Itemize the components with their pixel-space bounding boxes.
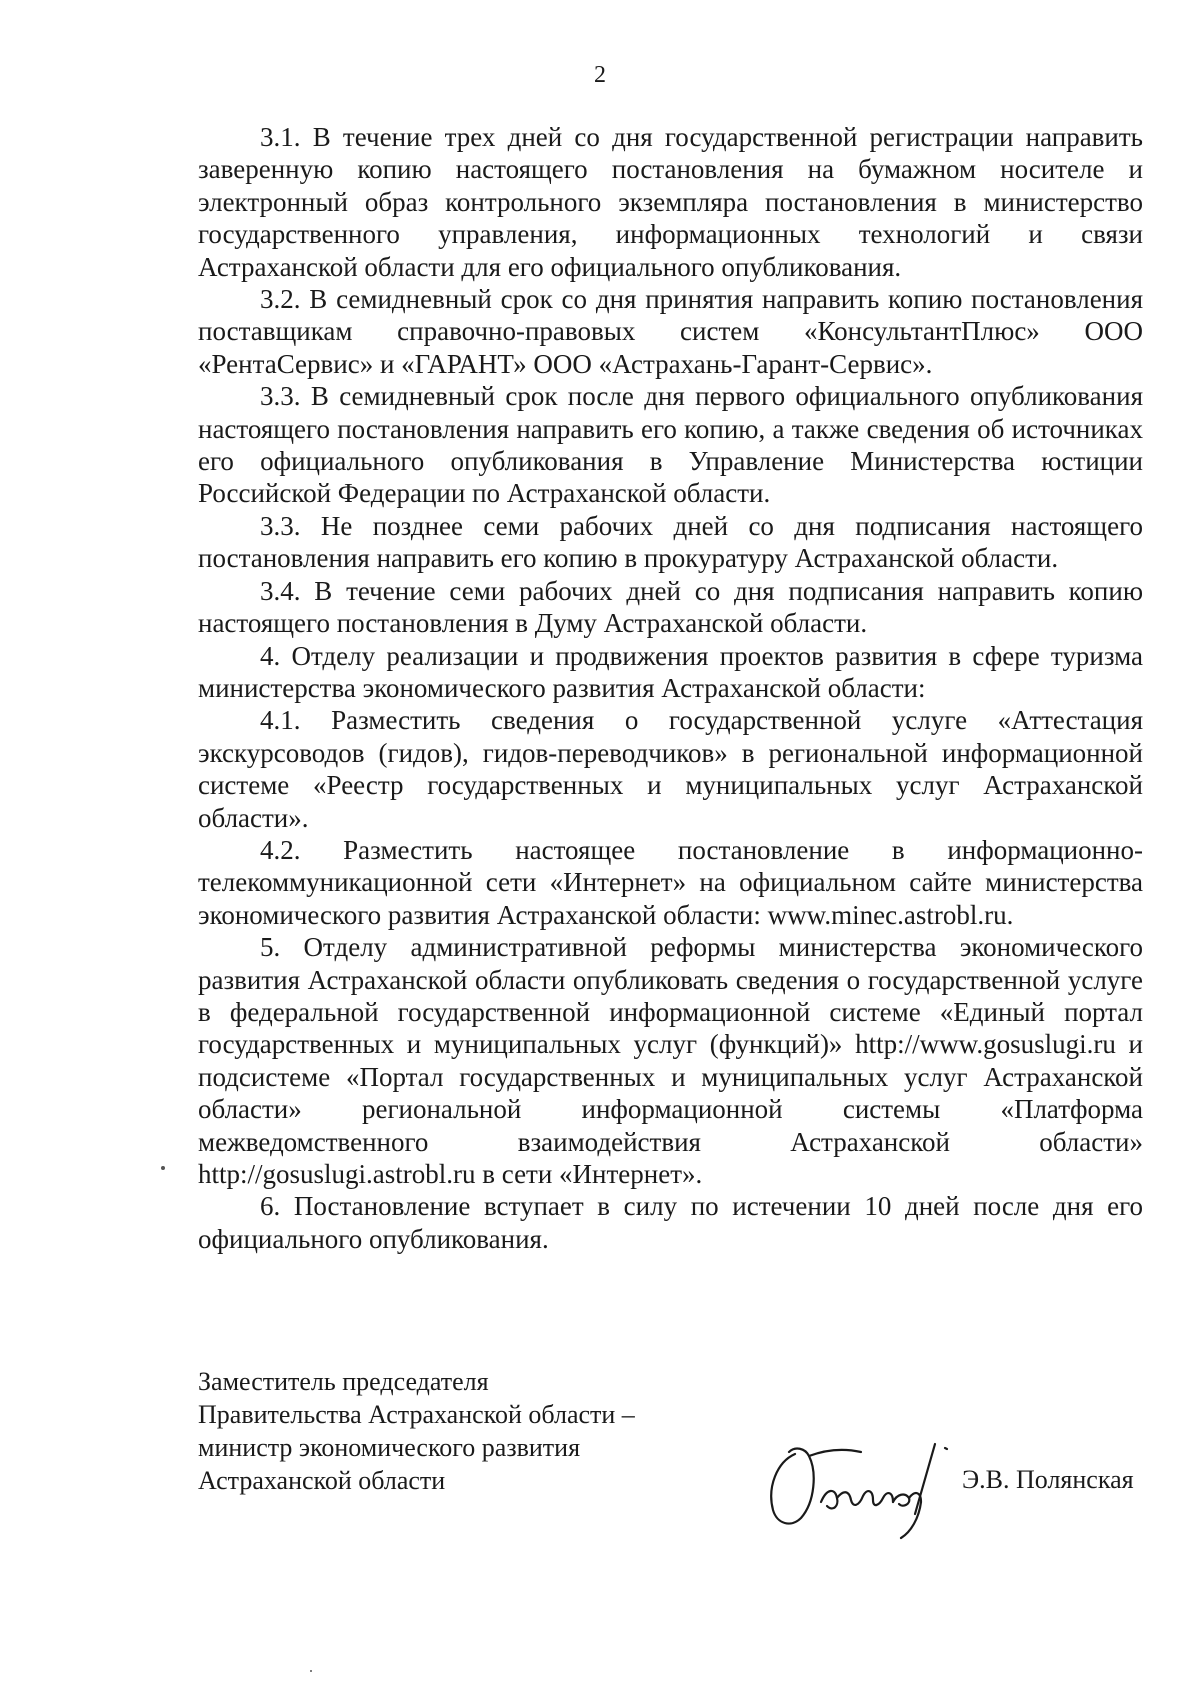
signatory-position-line: министр экономического развития (198, 1433, 581, 1462)
paragraph-6: 6. Постановление вступает в силу по истечении 10 дней после дня его официального опубликования. (198, 1191, 1143, 1254)
paragraph-4-2: 4.2. Разместить настоящее постановление в информационно-телекоммуникационной сети «Интернет» на официальном сайте министерства экономического развития Астраханской области: www.minec.astrobl.ru. (198, 834, 1143, 930)
scan-speck (161, 1166, 165, 1170)
signer-name: Э.В. Полянская (962, 1465, 1134, 1494)
paragraph-3-2: 3.2. В семидневный срок со дня принятия направить копию постановления поставщикам справочно-правовых систем «КонсультантПлюс» ООО «РентаСервис» и «ГАРАНТ» ООО «Астрахань-Гарант-Сервис». (198, 284, 1143, 379)
handwritten-signature (765, 1432, 960, 1542)
signatory-position-line: Заместитель председателя (198, 1367, 489, 1396)
paragraph-4: 4. Отделу реализации и продвижения проектов развития в сфере туризма министерства экономического развития Астраханской области: (198, 640, 1143, 703)
paragraph-4-1: 4.1. Разместить сведения о государственной услуге «Аттестация экскурсоводов (гидов), гидов-переводчиков» в региональной информационной системе «Реестр государственных и муниципальных услуг Астраханской области». (198, 705, 1143, 833)
paragraph-3-4: 3.4. В течение семи рабочих дней со дня подписания направить копию настоящего постановления в Думу Астраханской области. (198, 575, 1143, 639)
signatory-position-line: Правительства Астраханской области – (198, 1400, 635, 1429)
paragraph-3-3-publication: 3.3. В семидневный срок после дня первого официального опубликования настоящего постановления направить его копию, а также сведения об источниках его официального опубликования в Управление Министерства юстиции Российской Федерации по Астраханской области. (198, 381, 1143, 509)
paragraph-3-1: 3.1. В течение трех дней со дня государственной регистрации направить заверенную копию настоящего постановления на бумажном носителе и электронный образ контрольного экземпляра постановления в министерство государственного управления, информационных технологий и связи Астраханской области для его официального опубликования. (198, 122, 1143, 282)
paragraph-5: 5. Отделу административной реформы министерства экономического развития Астраханской области опубликовать сведения о государственной услуге в федеральной государственной информационной системе «Единый портал государственных и муниципальных услуг (функций)» http://www.gosuslugi.ru и подсистеме «Портал государственных и муниципальных услуг Астраханской области» региональной информационной системы «Платформа межведомственного взаимодействия Астраханской области» http://gosuslugi.astrobl.ru в сети «Интернет». (198, 932, 1143, 1189)
scan-speck (310, 1670, 312, 1672)
document-body (198, 121, 1143, 1255)
signatory-position-line: Астраханской области (198, 1466, 446, 1495)
signatory-position (198, 1365, 698, 1497)
paragraph-3-3-prosecutor: 3.3. Не позднее семи рабочих дней со дня подписания настоящего постановления направить его копию в прокуратуру Астраханской области. (198, 510, 1143, 574)
page-number: 2 (594, 62, 606, 88)
